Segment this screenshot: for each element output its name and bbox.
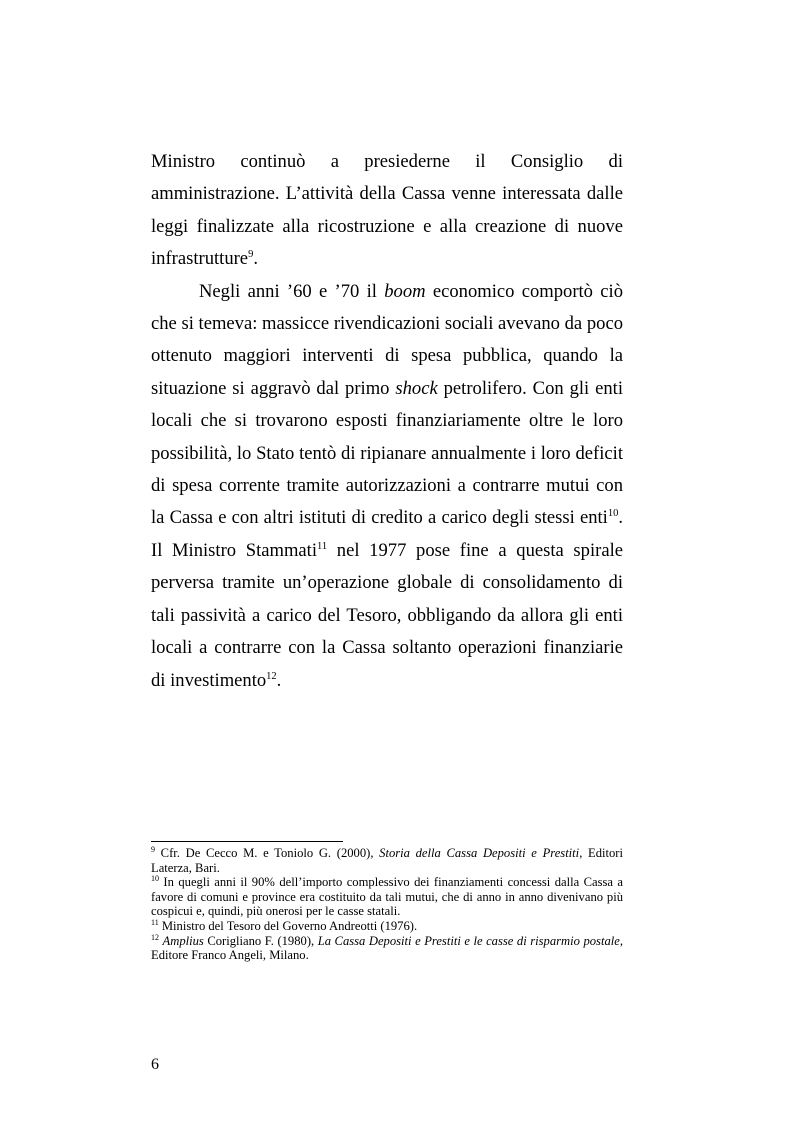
paragraph-1 <box>151 146 623 276</box>
footnote-9-rest: , Editori Laterza, Bari. <box>151 846 623 875</box>
footnote-12-number: 12 <box>151 932 159 942</box>
page-number: 6 <box>151 1056 159 1073</box>
paragraph-2 <box>151 276 623 697</box>
footnote-10-number: 10 <box>151 874 159 883</box>
footnote-12-text: Corigliano F. (1980), <box>203 933 318 948</box>
paragraph-2-text-5: nel 1977 pose fine a questa spirale perversa tramite un’operazione globale di consolidamento di tali passività a carico del Tesoro, obbligando da allora gli enti locali a contrarre con la Cassa soltanto operazioni finanziarie di investimento <box>151 539 623 691</box>
paragraph-2-text-4: . Il Ministro Stammati <box>151 507 623 561</box>
footnote-12-rest: , Editore Franco Angeli, Milano. <box>151 933 623 963</box>
footnote-11-text: Ministro del Tesoro del Governo Andreotti (1976). <box>158 918 418 933</box>
footnote-ref-9: 9 <box>248 249 254 261</box>
paragraph-2-text-3: petrolifero. Con gli enti locali che si trovarono esposti finanziariamente oltre le loro possibilità, lo Stato tentò di ripianare annualmente i loro deficit di spesa corrente tramite autorizzazioni a contrarre mutui con la Cassa e con altri istituti di credito a carico degli stessi enti <box>151 377 623 529</box>
footnote-9-number: 9 <box>151 844 155 854</box>
paragraph-2-end: . <box>276 669 282 691</box>
footnotes <box>151 846 623 963</box>
italic-boom: boom <box>384 280 426 302</box>
footnote-10-text: In quegli anni il 90% dell’importo complessivo dei finanziamenti concessi dalla Cassa a favore di comuni e province era costituito da tali mutui, che di anno in anno divenivano più cospicui e, quindi, più onerosi per le casse statali. <box>151 875 623 919</box>
footnote-ref-10: 10 <box>607 508 619 520</box>
italic-shock: shock <box>395 377 438 399</box>
footnote-12-amplius: Amplius <box>162 933 204 948</box>
footnote-ref-11: 11 <box>317 540 328 552</box>
body-text <box>151 146 623 697</box>
footnote-11-number: 11 <box>151 917 159 927</box>
footnote-11 <box>151 919 623 934</box>
footnote-12-title: La Cassa Depositi e Prestiti e le casse di risparmio postale <box>317 933 620 948</box>
footnote-9-title: Storia della Cassa Depositi e Prestiti <box>379 846 580 860</box>
footnote-ref-12: 12 <box>266 670 277 682</box>
paragraph-2-text-2: economico comportò ciò che si temeva: massicce rivendicazioni sociali avevano da poco ottenuto maggiori interventi di spesa pubblica, quando la situazione si aggravò dal primo <box>151 280 623 399</box>
footnote-10 <box>151 875 623 919</box>
paragraph-1-text: Ministro continuò a presiederne il Consiglio di amministrazione. L’attività della Cassa venne interessata dalle leggi finalizzate alla ricostruzione e alla creazione di nuove infrastrutture <box>151 151 623 270</box>
footnote-12 <box>151 934 623 963</box>
footnote-9-text: Cfr. De Cecco M. e Toniolo G. (2000), <box>155 846 380 860</box>
footnote-separator <box>151 841 343 842</box>
paragraph-2-text-1: Negli anni ’60 e ’70 il <box>199 280 385 302</box>
footnote-9 <box>151 846 623 875</box>
paragraph-1-end: . <box>253 248 258 270</box>
